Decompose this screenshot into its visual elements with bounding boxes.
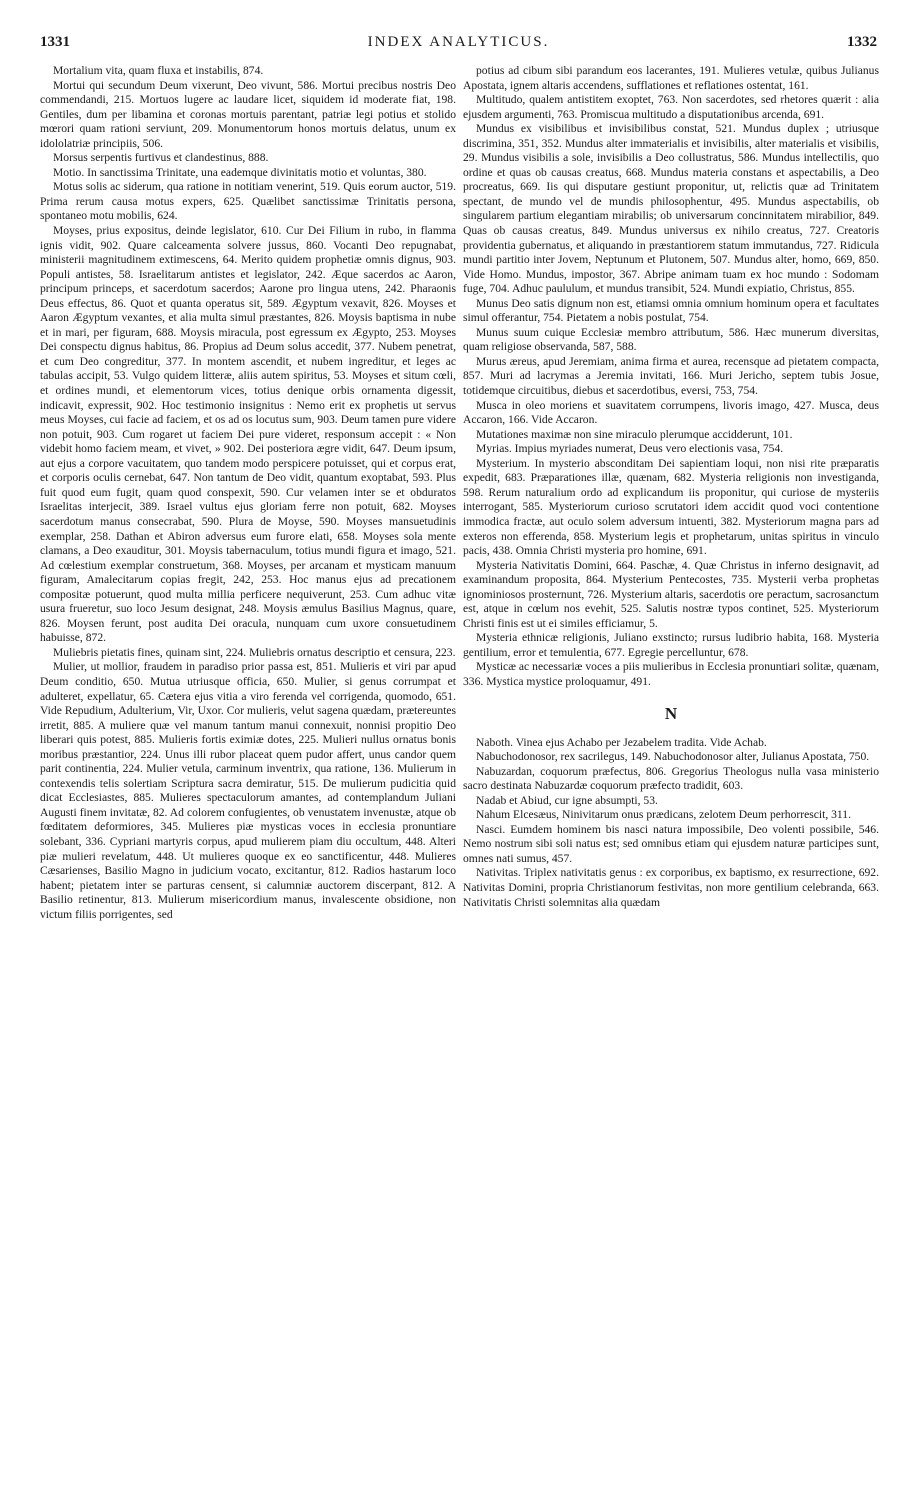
index-entry: Mulier, ut mollior, fraudem in paradiso prior passa est, 851. Mulieris et viri par apud Deum conditio, 650. Mutua utriusque officia, 650. Mulier, si genus corrumpat et adulteret, expellatur, 65. Cætera ejus vitia a viro ferenda vel corrigenda, quomodo, 651. Vide Repudium, Adulterium, Vir, Uxor. Cor mulieris, velut sagena quædam, prætereuntes irretit, 885. A muliere quæ vel manum tantum manui connexuit, nonnisi propitio Deo liberari quis potest, 885. Mulieris fortis eximiæ dotes, 225. Mulieri nullus ornatus bonis moribus præstantior, 224. Unus illi rubor placeat quem pudor affert, unus candor quem parit continentia, 224. Mulier vetula, carminum inventrix, qua ratione, 136. Mulierum in contexendis telis solertiam Scriptura sacra demiratur, 515. De mulierum pudicitia quid dicat Ecclesiastes, 885. Mulieres spectaculorum amantes, ad contemplandum Juliani Augusti finem invitatæ, 82. Ad colorem confugientes, ob venustatem invenustæ, atque ob fœditatem deformiores, 345. Mulieres piæ mysticas voces in ecclesia pronuntiare solebant, 336. Cypriani martyris corpus, apud mulierem piam diu occultum, 448. Alteri piæ mulieri revelatum, 448. Ut mulieres quoque ex eo sanctificentur, 448. Mulieres Cæsarienses, Basilio Magno in judicium vocato, excitantur, 812. Radios hastarum loco habent; pietatem inter se parturas censent, si calumniæ auctorem discerpant, 812. A Basilio retinentur, 813. Mulierum misericordium manus, invalescente obsidione, non victum filiis porrigentes, sed: [40, 660, 456, 921]
index-entry: Mundus ex visibilibus et invisibilibus constat, 521. Mundus duplex ; utriusque discrimina, 351, 352. Mundus alter immaterialis et invisibilis, alter materialis et visibilis, 29. Mundus visibilis a sole, invisibilis a Deo collustratus, 586. Mundus intellectilis, quo ordine et quas ob causas creatus, 668. Mundus materia constans et aspectabilis, a Deo procreatus, 669. Iis qui disputare gestiunt proponitur, ut, relictis quæ ad Trinitatem spectant, de mundo vel de mundis philosophentur, 495. Mundus aspectabilis, ob singularem partium elegantiam mirabilis; ob universarum concinnitatem mirabilior, 849. Quas ob causas creatus, 849. Mundus universus ex nihilo creatus, 727. Creatoris providentia gubernatus, et aliquando in præstantiorem statum immutandus, 727. Ridicula mundi partitio inter Jovem, Neptunum et Plutonem, 507. Mundus alter, homo, 669, 850. Vide Homo. Mundus, impostor, 367. Abripe animam tuam ex hoc mundo : Sodomam fuge, 704. Adhuc paululum, et mundus transibit, 524. Mundi expiatio, Christus, 855.: [463, 122, 879, 296]
index-entry: Nativitas. Triplex nativitatis genus : ex corporibus, ex baptismo, ex resurrectione, 692. Nativitas Domini, propria Christianorum festivitas, non more gentilium celebranda, 663. Nativitatis Christi solemnitas alia quædam: [463, 866, 879, 909]
running-title: INDEX ANALYTICUS.: [367, 34, 550, 50]
index-entry: Mortui qui secundum Deum vixerunt, Deo vivunt, 586. Mortui precibus nostris Deo commendandi, 215. Mortuos lugere ac laudare licet, siquidem id moderate fiat, 198. Gentiles, dum per libamina et coronas mortuis parentant, patriæ legi potius et stolido mœrori quam rationi serviunt, 209. Monumentorum honos mortuis delatus, unum ex idololatriæ principiis, 506.: [40, 78, 456, 150]
index-entry: Nahum Elcesæus, Ninivitarum onus prædicans, zelotem Deum perhorrescit, 311.: [476, 808, 851, 822]
index-entry: Mutationes maximæ non sine miraculo plerumque accidderunt, 101.: [476, 427, 793, 441]
right-column: [463, 64, 879, 1493]
index-entry: Nabuzardan, coquorum præfectus, 806. Gregorius Theologus nulla vasa ministerio sacro destinata Nabuzardæ coquorum præfecto tradidit, 603.: [463, 764, 879, 793]
index-entry: Nasci. Eumdem hominem bis nasci natura impossibile, Deo volenti possibile, 546. Nemo nostrum sibi soli natus est; sed omnibus etiam qui ejusdem naturæ participes sunt, omnes nati sumus, 457.: [463, 822, 879, 865]
index-entry: Myrias. Impius myriades numerat, Deus vero electionis vasa, 754.: [476, 442, 784, 456]
index-entry: Morsus serpentis furtivus et clandestinus, 888.: [53, 151, 269, 165]
index-entry: Motus solis ac siderum, qua ratione in notitiam venerint, 519. Quis eorum auctor, 519. Prima rerum causa motus expers, 625. Quælibet sanctissimæ Trinitatis persona, spontaneo motu mobilis, 624.: [40, 180, 456, 223]
index-entry: Muliebris pietatis fines, quinam sint, 224. Muliebris ornatus descriptio et censura, 223.: [53, 645, 456, 659]
running-header: [40, 34, 877, 60]
left-column: [40, 64, 456, 1493]
index-entry: Mysteria ethnicæ religionis, Juliano exstincto; rursus ludibrio habita, 168. Mysteria gentilium, error et temulentia, 677. Egregie percelluntur, 678.: [463, 631, 879, 659]
index-entry: potius ad cibum sibi parandum eos lacerantes, 191. Mulieres vetulæ, quibus Julianus Apostata, ignem altaris accendens, sufflationes et reflationes ostentat, 161.: [463, 64, 879, 92]
page-number-right: 1332: [847, 34, 877, 50]
section-letter-heading: N: [664, 703, 678, 723]
index-entry: Mortalium vita, quam fluxa et instabilis, 874.: [53, 64, 264, 77]
index-entry: Mysterium. In mysterio absconditam Dei sapientiam loqui, non nisi rite præparatis expedit, 683. Præparationes illæ, quænam, 682. Mysteria religionis non investiganda, 598. Rerum naturalium ordo ad explicandum iis proponitur, qui curiose de mysteriis interrogant, 585. Mysteriorum curioso scrutatori idem accidit quod voci contentione immodica fractæ, aut oculo solem adversum intuenti, 382. Mysteriorum magna pars ad exteros non efferenda, 858. Mysterium legis et prophetarum, unitas spiritus in vinculo pacis, 438. Omnia Christi mysteria pro homine, 691.: [463, 456, 879, 558]
index-entry: Moyses, prius expositus, deinde legislator, 610. Cur Dei Filium in rubo, in flamma ignis vidit, 902. Quare calceamenta solvere jussus, 860. Vocanti Deo repugnabat, ministerii magnitudinem extimescens, 64. Merito quidem prophetiæ omnis dignus, 903. Populi antistes, 58. Israelitarum antistes et legislator, 242. Æque sacerdos ac Aaron, principum princeps, et sacerdotum sacerdos; Aarone pro lingua utens, 242. Pharaonis Deus effectus, 86. Quot et quanta operatus sit, 589. Ægyptum vexavit, 826. Moyses et Aaron Ægyptum vexantes, et alia multa simul præstantes, 826. Moysis baptisma in nube et in mari, per figuram, 688. Moysis miracula, post egressum ex Ægypto, 253. Moyses Dei conspectu dignus habitus, 86. Propius ad Deum solus accedit, 377. Nubem penetrat, et cum Deo congreditur, 377. In montem ascendit, et nubem ingreditur, et leges ac tabulas accipit, 53. Vulgo quidem litteræ, aliis autem spiritus, 53. Moyses et situm cœli, et ordines mundi, et elementorum vices, totius denique orbis ornamenta digessit, indicavit, expressit, 902. Hoc testimonio insignitus : Nemo erit ex prophetis ut servus meus Moyses, cui facie ad faciem, et os ad os locutus sum, 903. Deum tamen pure videre non potuit, 903. Cum rogaret ut faciem Dei pure videret, responsum accepit : « Non videbit homo faciem meam, et vivet, » 902. Dei posteriora ægre vidit, 647. Deum ipsum, aut ejus a corpore vacuitatem, quo tandem modo perspicere potuisset, qui et corpus erat, et corporis oculis cernebat, 647. Non tantum de Deo vidit, quantum exoptabat, 593. Plus fuit quod eum fugit, quam quod conspexit, 590. Cur velamen inter se et obduratos Israelitas interjecit, 389. Israel vultus ejus gloriam ferre non potuit, 682. Moyses sacerdotum manus consecrabat, 590. Plura de Moyse, 590. Moyses mansuetudinis exemplar, 258. Dathan et Abiron adversus eum furore elati, 658. Moyses sola mente clamans, a Deo exauditur, 301. Moysis tabernaculum, totius mundi figura et imago, 521. Ad cœlestium exemplar construetum, 368. Moyses, per arcanam et mysticam manuum figuram, Amalecitarum copias fregit, 242, 253. Hoc manus ejus ad precationem compositæ potuerunt, quod multa millia perficere nequiverunt, 253. Cum adhuc vitæ usura frueretur, suo loco Jesum designat, 248. Moysis æmulus Basilius Magnus, quare, 826. Moysen ferunt, post audita Dei oracula, nunquam cum uxore consuetudinem habuisse, 872.: [40, 224, 456, 645]
index-entry: Nadab et Abiud, cur igne absumpti, 53.: [476, 793, 658, 807]
index-entry: Naboth. Vinea ejus Achabo per Jezabelem tradita. Vide Achab.: [476, 735, 767, 749]
index-entry: Multitudo, qualem antistitem exoptet, 763. Non sacerdotes, sed rhetores quærit : alia ejusdem argumenti, 763. Promiscua multitudo a disputationibus arcenda, 691.: [463, 93, 879, 121]
index-entry: Musca in oleo moriens et suavitatem corrumpens, livoris imago, 427. Musca, deus Accaron, 166. Vide Accaron.: [463, 398, 879, 427]
index-entry: Murus æreus, apud Jeremiam, anima firma et aurea, recensque ad pietatem compacta, 857. Muri ad lacrymas a Jeremia invitati, 166. Muri Jericho, septem tubis Josue, totidemque circuitibus, diebus et sacerdotibus, eversi, 753, 754.: [463, 354, 879, 398]
page-number-left: 1331: [40, 34, 70, 50]
index-entry: Munus Deo satis dignum non est, etiamsi omnia omnium hominum opera et facultates simul offerantur, 754. Pietatem a nobis postulat, 754.: [463, 296, 879, 325]
index-entry: Mysticæ ac necessariæ voces a piis mulieribus in Ecclesia pronuntiari solitæ, quænam, 336. Mystica mystice proloquamur, 491.: [463, 660, 879, 688]
index-entry: Munus suum cuique Ecclesiæ membro attributum, 586. Hæc munerum diversitas, quam religiose observanda, 587, 588.: [463, 325, 879, 354]
index-entry: Mysteria Nativitatis Domini, 664. Paschæ, 4. Quæ Christus in inferno designavit, ad examinandum proposita, 864. Mysterium Pentecostes, 735. Mysterii verba prophetas ignominiosos prosternunt, 726. Mysterium altaris, sacerdotis ore peractum, sacrosanctum est, atque in cœlum nos evehit, 525. Salutis nostræ typos continet, 525. Mysteriorum Christi finis est ut ei similes efficiamur, 5.: [463, 558, 879, 630]
index-entry: Nabuchodonosor, rex sacrilegus, 149. Nabuchodonosor alter, Julianus Apostata, 750.: [476, 750, 870, 764]
index-entry: Motio. In sanctissima Trinitate, una eademque divinitatis motio et voluntas, 380.: [53, 165, 427, 179]
